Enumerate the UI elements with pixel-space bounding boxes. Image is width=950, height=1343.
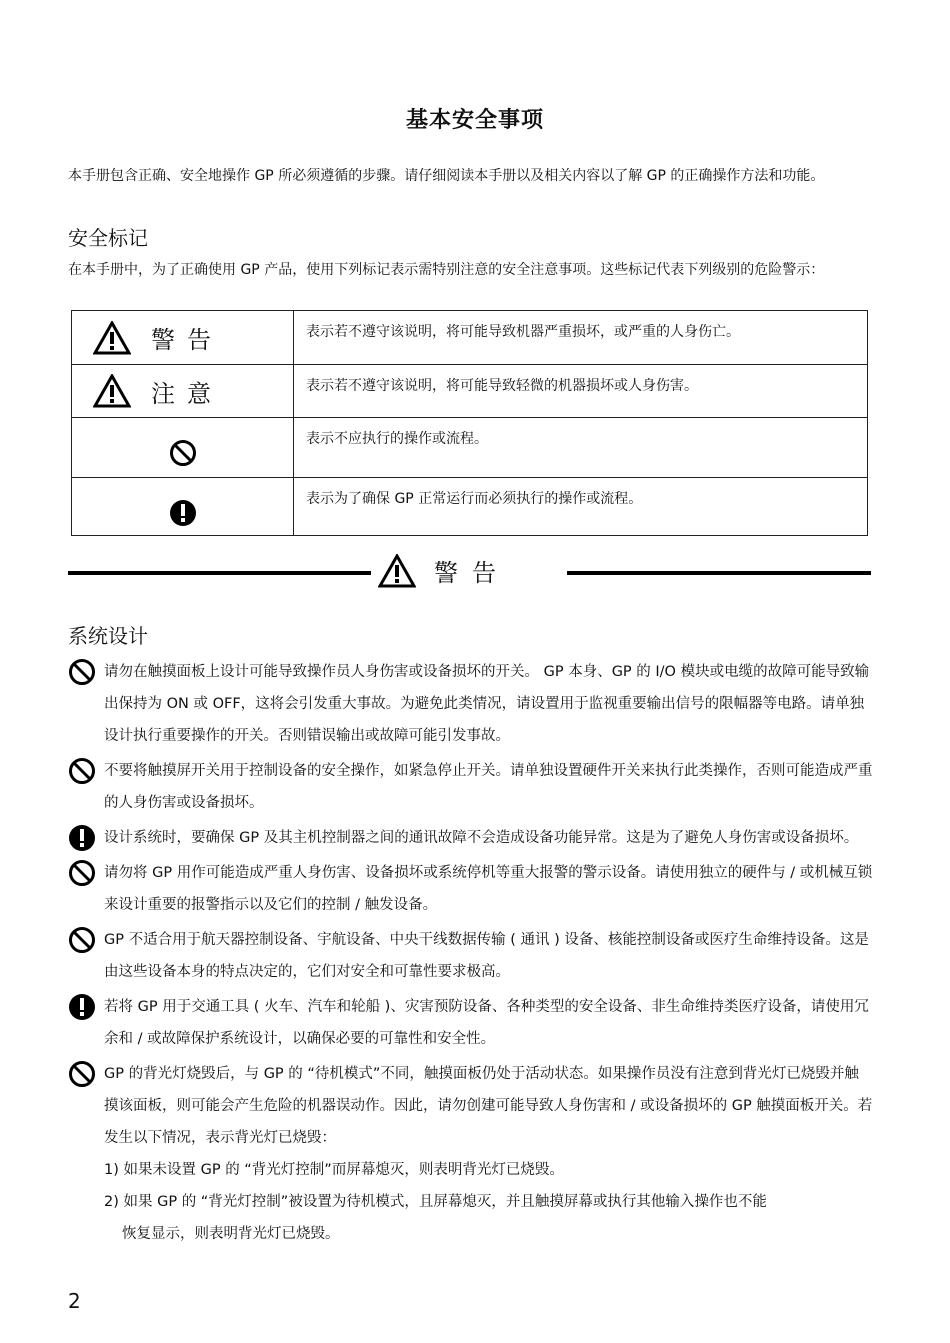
system-design-heading: 系统设计 [68,624,148,648]
list-item [68,991,873,1055]
intro-paragraph: 本手册包含正确、安全地操作 GP 所必须遵循的步骤。请仔细阅读本手册以及相关内容以了解 GP 的正确操作方法和功能。 [68,168,825,184]
sub-item-1: 1) 如果未设置 GP 的 “背光灯控制”而屏幕熄灭，则表明背光灯已烧毁。 [104,1162,564,1178]
legend-row-caution [72,365,868,418]
legend-label-caution: 注意 [151,379,223,408]
page-title: 基本安全事项 [405,108,544,133]
list-item [68,924,873,988]
legend-symbol-cell [72,418,294,478]
legend-row-mandatory [72,478,868,536]
warning-triangle-icon [378,554,416,588]
system-design-list [68,656,873,1253]
prohibited-icon [68,658,96,686]
legend-desc-caution: 表示若不遵守该说明，将可能导致轻微的机器损坏或人身伤害。 [294,365,868,418]
prohibited-icon [169,439,197,467]
list-item-text: 请勿将 GP 用作可能造成严重人身伤害、设备损坏或系统停机等重大报警的警示设备。请使用独立的硬件与 / 或机械互锁来设计重要的报警指示以及它们的控制 / 触发设备。 [104,865,873,913]
legend-symbol-cell [72,478,294,536]
prohibited-icon [68,859,96,887]
legend-row-prohibited [72,418,868,478]
mandatory-icon [68,993,96,1021]
list-item-text: 不要将触摸屏开关用于控制设备的安全操作，如紧急停止开关。请单独设置硬件开关来执行此类操作，否则可能造成严重的人身伤害或设备损坏。 [104,763,873,811]
list-item [68,656,873,752]
warning-banner-rule-left [68,571,371,575]
list-item-text: GP 的背光灯烧毁后，与 GP 的 “待机模式”不同，触摸面板仍处于活动状态。如果操作员没有注意到背光灯已烧毁并触摸该面板，则可能会产生危险的机器误动作。因此，请勿创建可能导致人身伤害和 / 或设备损坏的 GP 触摸面板开关。若发生以下情况，表示背光灯已烧毁： [104,1066,873,1146]
list-item [68,1058,873,1250]
list-item-text: 若将 GP 用于交通工具 ( 火车、汽车和轮船 )、灾害预防设备、各种类型的安全设备、非生命维持类医疗设备，请使用冗余和 / 或故障保护系统设计，以确保必要的可靠性和安全性。 [104,999,869,1047]
list-item [68,857,873,921]
list-item [68,755,873,819]
legend-label-warning: 警告 [151,326,223,354]
prohibited-icon [68,757,96,785]
legend-desc-mandatory: 表示为了确保 GP 正常运行而必须执行的操作或流程。 [294,478,868,536]
caution-triangle-icon [93,374,131,408]
sub-item-2-continued: 恢复显示，则表明背光灯已烧毁。 [122,1226,340,1242]
safety-marks-heading: 安全标记 [68,226,148,250]
list-item [68,822,873,854]
legend-row-warning [72,311,868,365]
list-item-text: GP 不适合用于航天器控制设备、宇航设备、中央干线数据传输 ( 通讯 ) 设备、核能控制设备或医疗生命维持设备。这是由这些设备本身的特点决定的，它们对安全和可靠性要求极高。 [104,932,869,980]
legend-desc-warning: 表示若不遵守该说明，将可能导致机器严重损坏，或严重的人身伤亡。 [294,311,868,365]
warning-triangle-icon [93,321,131,355]
safety-marks-intro: 在本手册中，为了正确使用 GP 产品，使用下列标记表示需特别注意的安全注意事项。这些标记代表下列级别的危险警示： [68,262,825,278]
legend-symbol-cell [72,311,294,365]
legend-symbol-cell [72,365,294,418]
warning-banner-rule-right [567,571,871,575]
list-item-text: 设计系统时，要确保 GP 及其主机控制器之间的通讯故障不会造成设备功能异常。这是为了避免人身伤害或设备损坏。 [104,830,859,846]
prohibited-icon [68,1060,96,1088]
list-item-text: 请勿在触摸面板上设计可能导致操作员人身伤害或设备损坏的开关。 GP 本身、GP 的 I/O 模块或电缆的故障可能导致输出保持为 ON 或 OFF，这将会引发重大事故。为避免此类情况，请设置用于监视重要输出信号的限幅器等电路。请单独设计执行重要操作的开关。否则错误输出或故障可能引发事故。 [104,664,870,744]
prohibited-icon [68,926,96,954]
mandatory-icon [169,499,197,527]
legend-desc-prohibited: 表示不应执行的操作或流程。 [294,418,868,478]
mandatory-icon [68,824,96,852]
sub-item-2: 2) 如果 GP 的 “背光灯控制”被设置为待机模式，且屏幕熄灭，并且触摸屏幕或执行其他输入操作也不能 [104,1194,767,1210]
page-number: 2 [68,1289,81,1313]
warning-banner [68,553,871,593]
warning-banner-label: 警告 [434,559,510,587]
safety-legend-table [71,310,868,536]
